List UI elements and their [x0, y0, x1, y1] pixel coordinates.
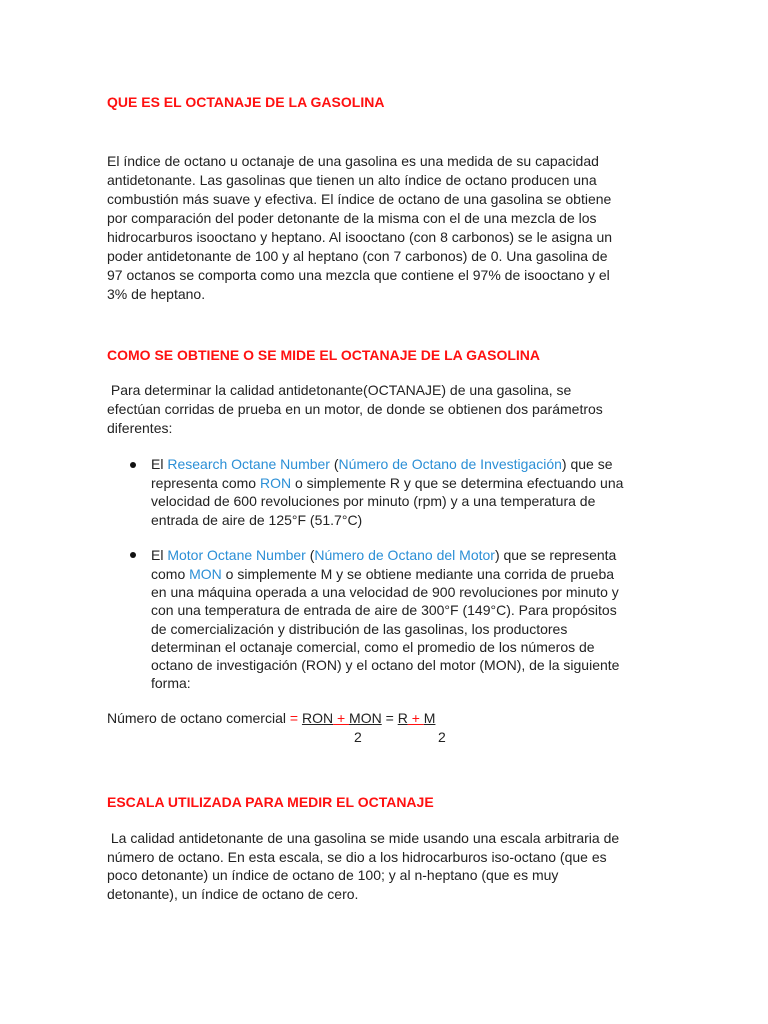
bullet-prefix: El [151, 547, 168, 563]
line-prefix: representa como [151, 475, 260, 491]
section-heading-medicion: COMO SE OBTIENE O SE MIDE EL OCTANAJE DE LA GASOLINA [107, 347, 541, 363]
formula-mon: MON [349, 710, 382, 726]
section-heading-octanaje: QUE ES EL OCTANAJE DE LA GASOLINA [107, 94, 385, 110]
text-line: octano de investigación (RON) y el octano del motor (MON), de la siguiente [151, 657, 620, 673]
text-line: determinan el octanaje comercial, como el promedio de los números de [151, 639, 595, 655]
text-line: poco detonante) un índice de octano de 100; y al n-heptano (que es muy [107, 867, 559, 883]
formula-equals: = [381, 710, 398, 726]
text-line [151, 474, 623, 492]
text-line: 3% de heptano. [107, 286, 206, 302]
text-line: por comparación del poder detonante de la misma con el de una mezcla de los [107, 210, 597, 226]
line-suffix: o simplemente R y que se determina efectuando una [291, 475, 624, 491]
text-line: Para determinar la calidad antidetonante(OCTANAJE) de una gasolina, se [107, 382, 572, 398]
text-line [151, 455, 613, 473]
text-line: efectúan corridas de prueba en un motor, de donde se obtienen dos parámetros [107, 401, 603, 417]
term-research-octane-number: Research Octane Number [167, 456, 330, 472]
text-line: velocidad de 600 revoluciones por minuto (rpm) y a una temperatura de [151, 493, 596, 509]
paren-open: ( [305, 547, 315, 563]
abbr-ron: RON [259, 475, 292, 491]
text-line: antidetonante. Las gasolinas que tienen un alto índice de octano producen una [107, 172, 597, 188]
text-line: en una máquina operada a una velocidad de 900 revoluciones por minuto y [151, 584, 619, 600]
formula-line [107, 709, 435, 727]
after-term: ) que se [561, 456, 613, 472]
formula-denominator: 2 [438, 729, 446, 745]
bullet-icon [130, 462, 136, 468]
formula-label: Número de octano comercial [107, 710, 290, 726]
bullet-icon [130, 552, 136, 558]
term-motor-octane-number: Motor Octane Number [167, 547, 306, 563]
bullet-prefix: El [151, 456, 168, 472]
text-line: detonante), un índice de octano de cero. [107, 886, 359, 902]
text-line: El índice de octano u octanaje de una gasolina es una medida de su capacidad [107, 153, 599, 169]
formula-plus: + [407, 710, 424, 726]
formula-equals: = [289, 710, 302, 726]
text-line: número de octano. En esta escala, se dio a los hidrocarburos iso-octano (que es [107, 849, 607, 865]
formula-denominator: 2 [354, 729, 362, 745]
formula-m: M [423, 710, 436, 726]
term-numero-octano-investigacion: Número de Octano de Investigación [338, 456, 562, 472]
text-line: con una temperatura de entrada de aire de 300°F (149°C). Para propósitos [151, 602, 617, 618]
text-line [151, 546, 616, 564]
section-heading-escala: ESCALA UTILIZADA PARA MEDIR EL OCTANAJE [107, 794, 434, 810]
formula-plus: + [333, 710, 350, 726]
line-prefix: como [151, 566, 190, 582]
text-line: de comercialización y distribución de las gasolinas, los productores [151, 621, 568, 637]
paren-open: ( [329, 456, 339, 472]
abbr-mon: MON [189, 566, 222, 582]
formula-ron: RON [301, 710, 334, 726]
term-numero-octano-motor: Número de Octano del Motor [314, 547, 495, 563]
text-line: combustión más suave y efectiva. El índice de octano de una gasolina se obtiene [107, 191, 612, 207]
text-line: hidrocarburos isooctano y heptano. Al isooctano (con 8 carbonos) se le asigna un [107, 229, 613, 245]
after-term: ) que se representa [494, 547, 617, 563]
text-line [151, 565, 614, 583]
text-line: La calidad antidetonante de una gasolina se mide usando una escala arbitraria de [107, 830, 620, 846]
text-line: diferentes: [107, 420, 173, 436]
text-line: entrada de aire de 125°F (51.7°C) [151, 512, 363, 528]
text-line: 97 octanos se comporta como una mezcla que contiene el 97% de isooctano y el [107, 267, 610, 283]
line-suffix: o simplemente M y se obtiene mediante una corrida de prueba [221, 566, 615, 582]
text-line: forma: [151, 675, 191, 691]
formula-r: R [397, 710, 408, 726]
text-line: poder antidetonante de 100 y al heptano (con 7 carbonos) de 0. Una gasolina de [107, 248, 608, 264]
